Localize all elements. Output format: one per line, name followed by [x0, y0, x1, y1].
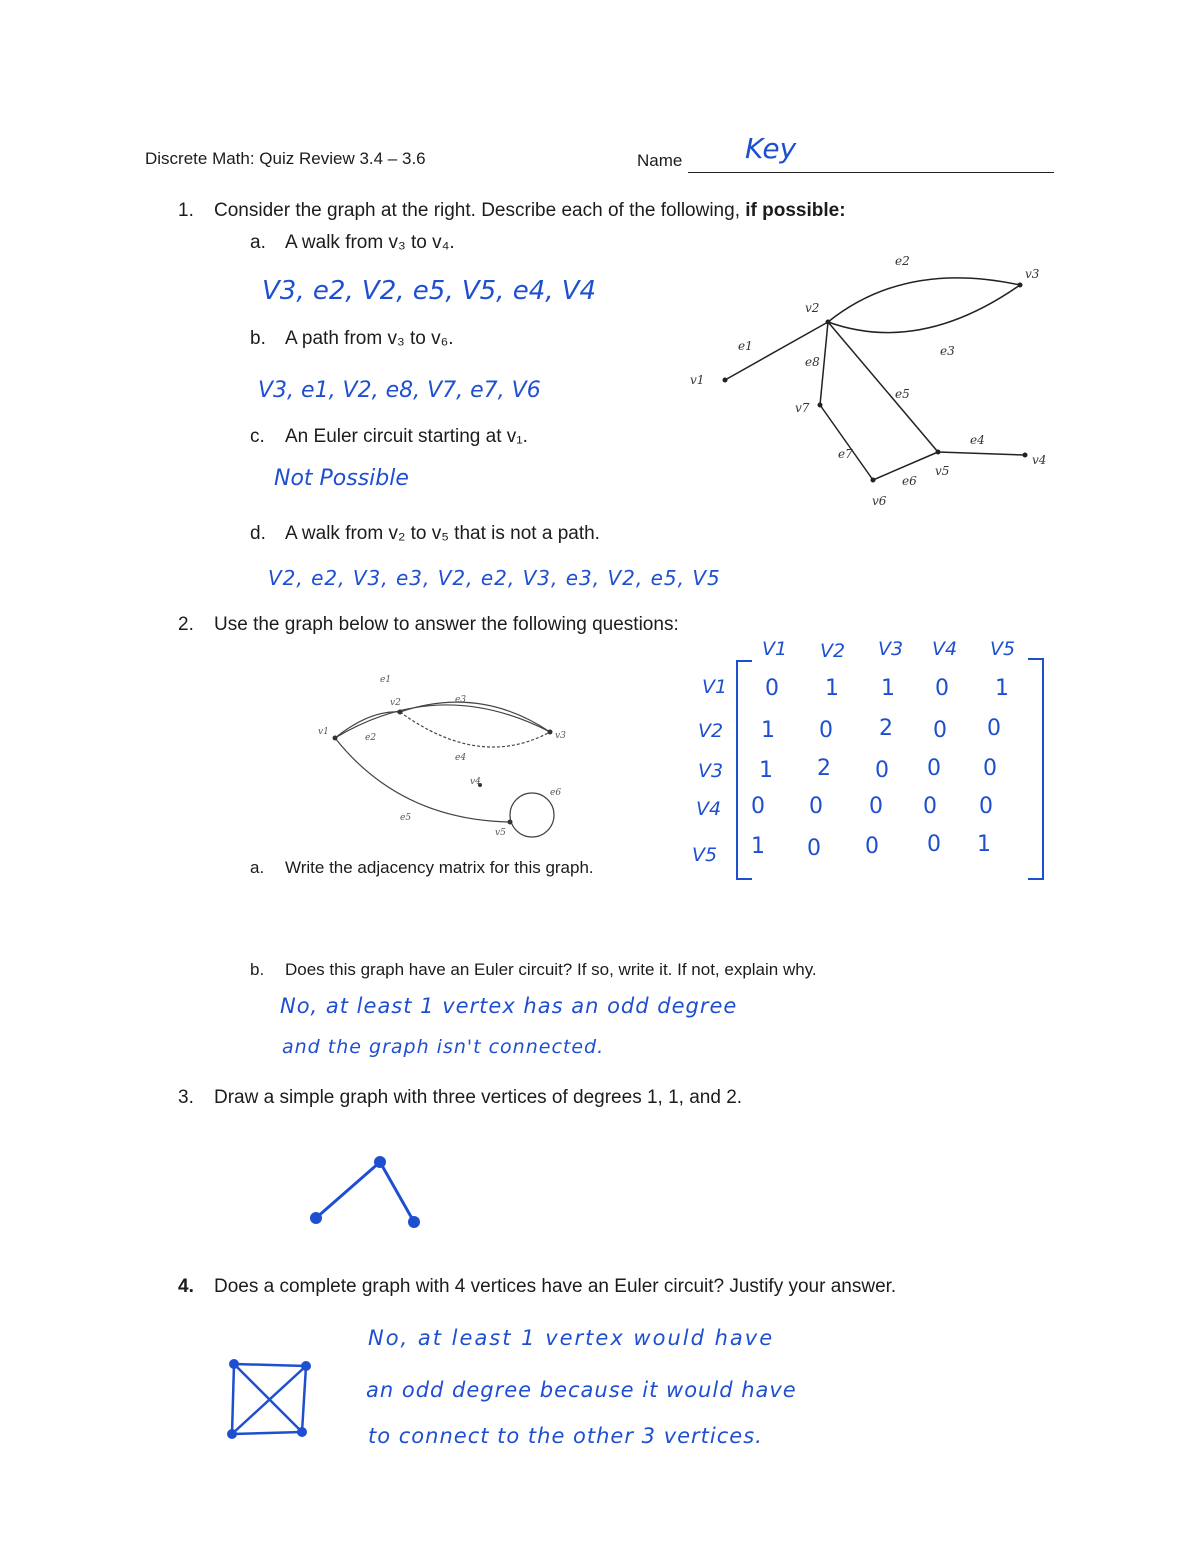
- q2b-answer-line2: and the graph isn't connected.: [282, 1036, 605, 1058]
- q1-edge-e5: [828, 322, 938, 452]
- q4-answer-line3: to connect to the other 3 vertices.: [368, 1424, 763, 1448]
- q2-label-e6: e6: [550, 788, 562, 798]
- q1-vertex-v7: [818, 403, 823, 408]
- q2b-label: b.: [250, 960, 265, 979]
- q1-label-e7: e7: [838, 447, 853, 461]
- q1-label-v2: v2: [805, 301, 820, 315]
- q1-number: 1.: [178, 200, 194, 221]
- q2-label-v4: v4: [470, 777, 481, 787]
- q2-graph: [310, 660, 590, 850]
- q1-label-e6: e6: [902, 474, 917, 488]
- q2-label-e2: e2: [365, 733, 377, 743]
- q2-label-v2: v2: [390, 698, 401, 708]
- q1-edge-e7: [820, 405, 873, 480]
- q2-vertex-v2: [398, 710, 403, 715]
- q3-edge-1: [316, 1162, 380, 1218]
- q4-answer-line1: No, at least 1 vertex would have: [368, 1326, 775, 1350]
- q1-label-e5: e5: [895, 387, 910, 401]
- q1-edge-e8: [820, 322, 828, 405]
- q1c-answer: Not Possible: [274, 466, 409, 491]
- q4-number-text: 4.: [178, 1276, 194, 1297]
- q1-vertex-v1: [723, 378, 728, 383]
- q3-graph: [300, 1150, 440, 1240]
- matrix-right-bracket: [1028, 658, 1044, 880]
- q1-vertex-v6: [871, 478, 876, 483]
- q4-prompt: Does a complete graph with 4 vertices have an Euler circuit? Justify your answer.: [214, 1276, 897, 1297]
- matrix-cell: 1: [977, 832, 991, 857]
- q4-answer-line2: an odd degree because it would have: [366, 1378, 797, 1402]
- q1d-text: A walk from v₂ to v₅ that is not a path.: [285, 523, 600, 544]
- q1b-label: b.: [250, 328, 266, 349]
- q3-vertex-3: [408, 1216, 420, 1228]
- q4-edge-1: [234, 1364, 306, 1366]
- matrix-cell: 2: [817, 756, 831, 781]
- q3-number: 3.: [178, 1087, 194, 1108]
- q1-vertex-v4: [1023, 453, 1028, 458]
- q3-vertex-1: [310, 1212, 322, 1224]
- matrix-cell: 0: [923, 794, 937, 819]
- q1b-answer: V3, e1, V2, e8, V7, e7, V6: [258, 378, 541, 403]
- q2-vertex-v3: [548, 730, 553, 735]
- name-underline: [688, 172, 1054, 173]
- matrix-row-header: V5: [692, 844, 718, 866]
- q4-vertex-2: [301, 1361, 311, 1371]
- matrix-cell: 0: [927, 756, 941, 781]
- matrix-cell: 1: [751, 834, 765, 859]
- matrix-cell: 0: [927, 832, 941, 857]
- adjacency-matrix: [690, 636, 1060, 886]
- q1-prompt: [214, 200, 846, 222]
- name-value: Key: [745, 132, 797, 165]
- matrix-cell: 0: [979, 794, 993, 819]
- q1-label-v6: v6: [872, 494, 887, 508]
- name-label: Name: [637, 151, 683, 170]
- q1a-answer: V3, e2, V2, e5, V5, e4, V4: [262, 276, 597, 306]
- matrix-cell: 0: [807, 836, 821, 861]
- q1c-text: An Euler circuit starting at v₁.: [285, 426, 528, 447]
- matrix-col-header: V4: [932, 638, 958, 660]
- q1-label-e1: e1: [738, 339, 753, 353]
- q1-edge-e3: [828, 285, 1020, 333]
- q1-label-v3: v3: [1025, 267, 1040, 281]
- q3-prompt: Draw a simple graph with three vertices of degrees 1, 1, and 2.: [214, 1087, 743, 1108]
- q1-label-v5: v5: [935, 464, 950, 478]
- matrix-row-header: V2: [698, 720, 724, 742]
- matrix-cell: 1: [761, 718, 775, 743]
- q1d-label: d.: [250, 523, 266, 544]
- q1-label-e4: e4: [970, 433, 985, 447]
- q2-label-v3: v3: [555, 731, 566, 741]
- q2-label-e3: e3: [455, 695, 467, 705]
- q1-edge-e4: [938, 452, 1025, 455]
- q1-vertex-v5: [936, 450, 941, 455]
- q2-edge-e4: [400, 712, 550, 747]
- matrix-cell: 0: [819, 718, 833, 743]
- q1a-label: a.: [250, 232, 266, 253]
- matrix-cell: 0: [869, 794, 883, 819]
- matrix-col-header: V1: [762, 638, 788, 660]
- q4-number: [178, 1276, 194, 1298]
- matrix-cell: 0: [875, 758, 889, 783]
- q1-label-v1: v1: [690, 373, 705, 387]
- matrix-cell: 0: [933, 718, 947, 743]
- q4-vertex-1: [229, 1359, 239, 1369]
- q1-label-e3: e3: [940, 344, 955, 358]
- q1-label-v4: v4: [1032, 453, 1047, 467]
- q1-prompt-text: Consider the graph at the right. Describe each of the following,: [214, 200, 740, 221]
- q4-edge-2: [302, 1366, 306, 1432]
- q2b-answer-line1: No, at least 1 vertex has an odd degree: [280, 994, 738, 1018]
- matrix-cell: 0: [987, 716, 1001, 741]
- matrix-cell: 0: [935, 676, 949, 701]
- q2-label-v5: v5: [495, 828, 506, 838]
- q2a-label: a.: [250, 858, 265, 877]
- matrix-col-header: V2: [820, 640, 846, 662]
- q1a-text: A walk from v₃ to v₄.: [285, 232, 455, 253]
- matrix-cell: 1: [881, 676, 895, 701]
- q4-vertex-3: [297, 1427, 307, 1437]
- matrix-cell: 1: [759, 758, 773, 783]
- q1-label-v7: v7: [795, 401, 810, 415]
- page-title: Discrete Math: Quiz Review 3.4 – 3.6: [145, 149, 426, 168]
- q2-label-e4: e4: [455, 753, 467, 763]
- matrix-cell: 0: [765, 676, 779, 701]
- matrix-col-header: V3: [878, 638, 904, 660]
- q2-number: 2.: [178, 614, 194, 635]
- q2-edge-e6: [510, 793, 554, 837]
- matrix-cell: 2: [879, 716, 893, 741]
- matrix-cell: 0: [983, 756, 997, 781]
- matrix-row-header: V3: [698, 760, 724, 782]
- q4-vertex-4: [227, 1429, 237, 1439]
- q1-label-e8: e8: [805, 355, 820, 369]
- matrix-col-header: V5: [990, 638, 1016, 660]
- q1b-text: A path from v₃ to v₆.: [285, 328, 454, 349]
- q2a-text: Write the adjacency matrix for this graph.: [285, 858, 594, 877]
- matrix-cell: 1: [995, 676, 1009, 701]
- matrix-row-header: V4: [696, 798, 722, 820]
- matrix-cell: 0: [865, 834, 879, 859]
- matrix-cell: 0: [809, 794, 823, 819]
- q2b-text: Does this graph have an Euler circuit? If so, write it. If not, explain why.: [285, 960, 817, 979]
- matrix-cell: 1: [825, 676, 839, 701]
- q1-graph: [670, 240, 1070, 530]
- q3-vertex-2: [374, 1156, 386, 1168]
- q1d-answer: V2, e2, V3, e3, V2, e2, V3, e3, V2, e5, V5: [268, 566, 721, 590]
- q1-edge-e2: [828, 278, 1020, 322]
- q2-vertex-v1: [333, 736, 338, 741]
- q4-edge-3: [232, 1432, 302, 1434]
- matrix-cell: 0: [751, 794, 765, 819]
- q4-edge-4: [232, 1364, 234, 1434]
- q1-vertex-v2: [826, 320, 831, 325]
- q1-prompt-bold: if possible:: [745, 200, 846, 221]
- q2-label-e1: e1: [380, 675, 392, 685]
- matrix-row-header: V1: [702, 676, 728, 698]
- q2-edge-e5: [335, 738, 510, 822]
- q2-prompt: Use the graph below to answer the following questions:: [214, 614, 679, 635]
- q4-graph: [220, 1352, 320, 1442]
- q1-vertex-v3: [1018, 283, 1023, 288]
- q2-label-e5: e5: [400, 813, 412, 823]
- q3-edge-2: [380, 1162, 414, 1222]
- q1-label-e2: e2: [895, 254, 910, 268]
- q2-label-v1: v1: [318, 727, 329, 737]
- q2-vertex-v5: [508, 820, 513, 825]
- q1c-label: c.: [250, 426, 265, 447]
